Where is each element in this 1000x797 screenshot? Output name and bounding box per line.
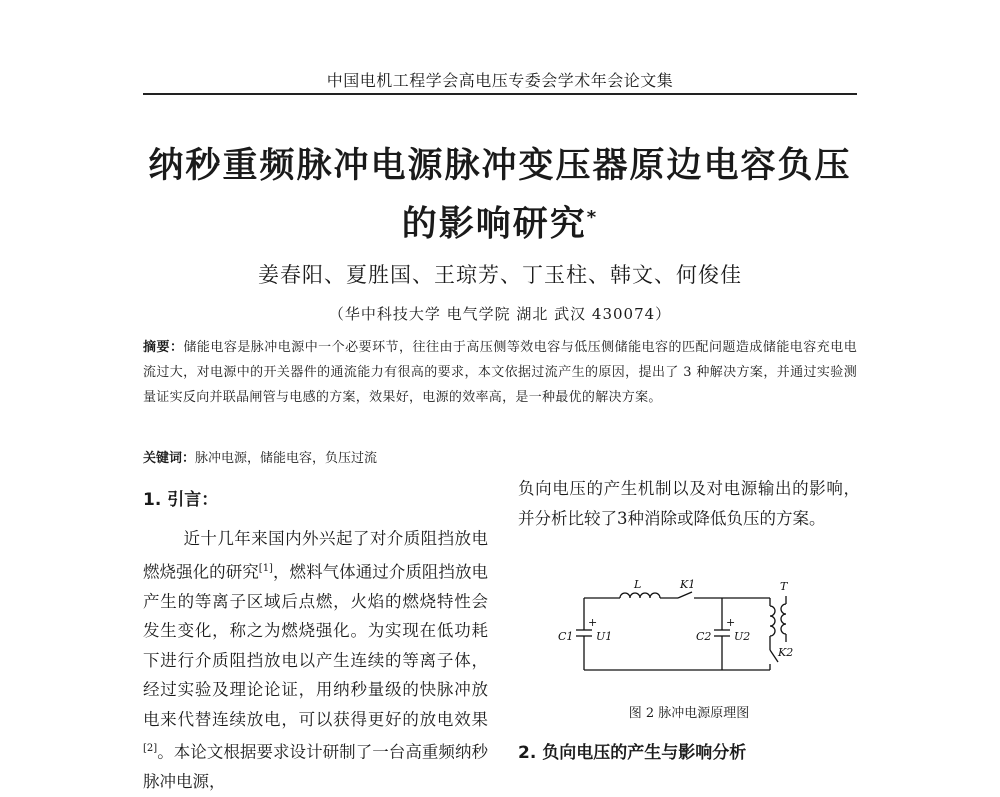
title-line-1: 纳秒重频脉冲电源脉冲变压器原边电容负压 <box>148 146 852 186</box>
circuit-diagram <box>550 574 810 684</box>
title-line-2-text: 的影响研究 <box>401 204 587 245</box>
title-footnote-mark: * <box>586 207 599 228</box>
paper-title <box>120 140 880 251</box>
label-C1: C1 <box>558 630 574 643</box>
label-C1-plus: + <box>588 616 598 629</box>
switch-K2 <box>770 650 778 662</box>
transformer-secondary <box>781 604 786 634</box>
label-C2: C2 <box>696 630 712 643</box>
transformer-primary <box>770 606 775 636</box>
label-U2: U2 <box>734 630 751 643</box>
label-U1: U1 <box>596 630 613 643</box>
section-1-heading: 1. 引言： <box>143 490 219 510</box>
abstract-label: 摘要： <box>143 340 184 355</box>
journal-header: 中国电机工程学会高电压专委会学术年会论文集 <box>326 71 674 90</box>
authors: 姜春阳、夏胜国、王琼芳、丁玉柱、韩文、何俊佳 <box>258 263 742 287</box>
title-line-2 <box>120 192 880 251</box>
switch-K1 <box>678 592 692 598</box>
section-1-text-c: 。本论文根据要求设计研制了一台高重频纳秒脉冲电源， <box>143 742 488 791</box>
keywords-label: 关键词： <box>143 451 196 466</box>
abstract <box>143 335 857 410</box>
affiliation: （华中科技大学 电气学院 湖北 武汉 430074） <box>328 305 672 323</box>
label-K2: K2 <box>778 646 794 659</box>
citation-2[interactable]: [2] <box>143 743 158 754</box>
keywords <box>143 446 857 471</box>
header-rule <box>143 93 857 95</box>
label-L: L <box>634 578 642 591</box>
label-C2-plus: + <box>726 616 736 629</box>
citation-1[interactable]: [1] <box>258 562 273 574</box>
section-1-body <box>143 524 489 791</box>
circuit-svg <box>550 574 810 684</box>
inductor-L <box>620 593 660 598</box>
right-column-text: 负向电压的产生机制以及对电源输出的影响，并分析比较了3种消除或降低负压的方案。 <box>518 479 860 528</box>
section-1-text-b: ，燃料气体通过介质阻挡放电产生的等离子区域后点燃，火焰的燃烧特性会发生变化，称之为燃烧强化。为实现在低功耗下进行介质阻挡放电以产生连续的等离子体，经过实验及理论论证，用纳秒量级的快脉冲放电来代替连续放电，可以获得更好的放电效果 <box>143 562 489 729</box>
section-1-text-a: 近十几年来国内外兴起了对介质阻挡放电燃烧强化的研究 <box>143 529 488 581</box>
label-T: T <box>780 580 788 593</box>
abstract-text: 储能电容是脉冲电源中一个必要环节，往往由于高压侧等效电容与低压侧储能电容的匹配问题造成储能电容充电电流过大，对电源中的开关器件的通流能力有很高的要求，本文依据过流产生的原因，提出了 3 种解决方案，并通过实验测量证实反向并联晶闸管与电感的方案，效果好，电源的效率高，是一种最优的解决方案。 <box>143 340 857 405</box>
figure-caption: 图 2 脉冲电源原理图 <box>628 706 750 721</box>
section-2-heading: 2. 负向电压的产生与影响分析 <box>518 743 747 763</box>
label-K1: K1 <box>680 578 696 591</box>
keywords-text: 脉冲电源，储能电容，负压过流 <box>195 451 378 466</box>
